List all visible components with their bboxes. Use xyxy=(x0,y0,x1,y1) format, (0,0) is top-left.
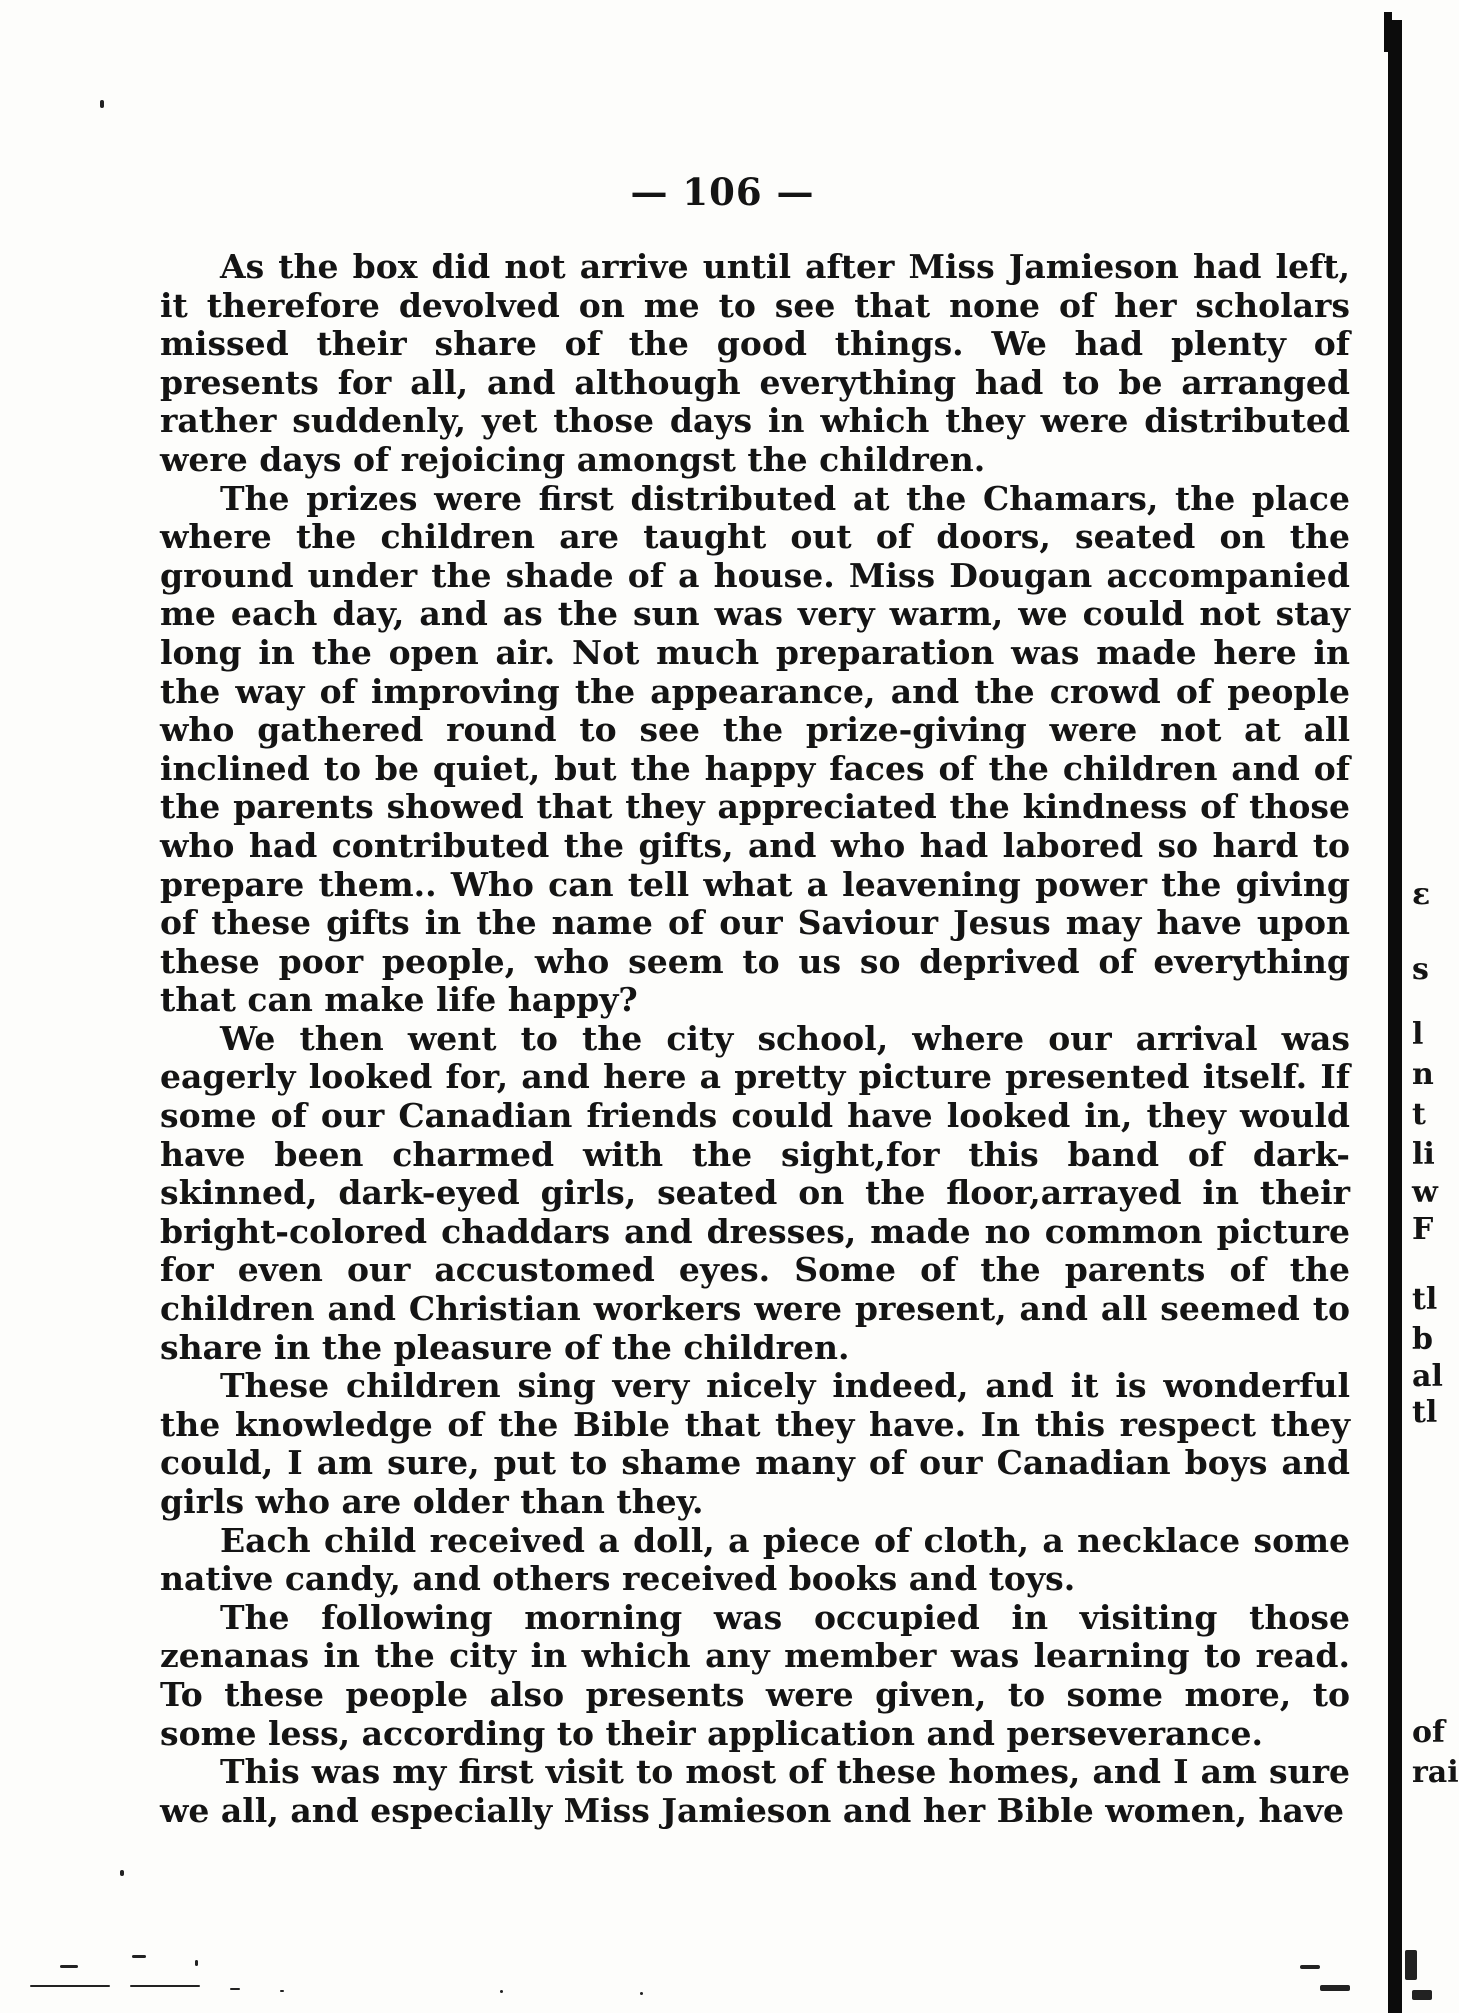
margin-fragment: t xyxy=(1412,1097,1426,1132)
scan-speck xyxy=(120,1870,124,1876)
margin-fragment: n xyxy=(1412,1057,1434,1092)
scan-speck xyxy=(1405,1950,1417,1980)
scan-speck xyxy=(30,1985,110,1987)
paragraph-2: The prizes were first distributed at the Chamars, the place where the children are taught out of doors, seated on the ground under the shade of a house. Miss Dougan accompanied me each day, and as the sun was very warm, we could not stay long in the open air. Not much preparation was made here in the way of improving the appearance, and the crowd of people who gathered round to see the prize-giving were not at all inclined to be quiet, but the happy faces of the children and of the parents showed that they appreciated the kindness of those who had contributed the gifts, and who had labored so hard to prepare them.. Who can tell what a leavening power the giving of these gifts in the name of our Saviour Jesus may have upon these poor people, who seem to us so deprived of everything that can make life happy? xyxy=(160,478,1350,1020)
scan-speck xyxy=(1300,1965,1320,1969)
scan-speck xyxy=(130,1985,200,1987)
margin-fragment: li xyxy=(1412,1137,1435,1172)
paragraph-7: This was my first visit to most of these homes, and I am sure we all, and especially Miss Jamieson and her Bible women, have xyxy=(160,1752,1350,1830)
scan-speck xyxy=(230,1988,240,1990)
scan-speck xyxy=(195,1960,198,1966)
paragraph-6: The following morning was occupied in visiting those zenanas in the city in which any member was learning to read. To these people also presents were given, to some more, to some less, according to their application and perseverance. xyxy=(160,1597,1350,1753)
margin-fragment: b xyxy=(1412,1322,1433,1357)
margin-fragment: F xyxy=(1412,1212,1434,1247)
margin-fragment: of xyxy=(1412,1715,1445,1750)
margin-fragment: al xyxy=(1412,1359,1443,1394)
margin-fragment: l xyxy=(1412,1017,1424,1052)
paragraph-1: As the box did not arrive until after Miss Jamieson had left, it therefore devolved on me to see that none of her scholars missed their share of the good things. We had plenty of presents for all, and although everything had to be arranged rather suddenly, yet those days in which they were distributed were days of rejoicing amongst the children. xyxy=(160,247,1350,479)
margin-fragment: tl xyxy=(1412,1282,1438,1317)
margin-fragment: ε xyxy=(1412,877,1431,912)
scan-speck xyxy=(500,1990,503,1993)
scan-speck xyxy=(1412,1990,1432,2000)
scan-speck xyxy=(60,1965,78,1968)
paragraph-5: Each child received a doll, a piece of cloth, a necklace some native candy, and others received books and toys. xyxy=(160,1520,1350,1599)
scan-speck xyxy=(640,1992,643,1995)
paragraph-3: We then went to the city school, where our arrival was eagerly looked for, and here a pretty picture presented itself. If some of our Canadian friends could have looked in, they would have been charmed with the sight,for this band of dark-skinned, dark-eyed girls, seated on the floor,arrayed in their bright-colored chaddars and dresses, made no common picture for even our accustomed eyes. Some of the parents of the children and Christian workers were present, and all seemed to share in the pleasure of the children. xyxy=(160,1018,1350,1367)
margin-fragment: tl xyxy=(1412,1395,1438,1430)
margin-fragment: rai xyxy=(1412,1755,1459,1790)
scan-speck xyxy=(280,1990,284,1992)
margin-fragment: w xyxy=(1412,1175,1438,1210)
margin-fragment: s xyxy=(1412,952,1429,987)
page-number: — 106 — xyxy=(630,170,815,214)
body-text xyxy=(160,248,1350,1830)
scan-speck xyxy=(132,1955,146,1958)
binding-shadow xyxy=(1388,20,1402,2013)
scan-speck xyxy=(1320,1985,1350,1991)
paragraph-4: These children sing very nicely indeed, and it is wonderful the knowledge of the Bible that they have. In this respect they could, I am sure, put to shame many of our Canadian boys and girls who are older than they. xyxy=(160,1366,1350,1521)
scan-speck xyxy=(100,100,104,108)
